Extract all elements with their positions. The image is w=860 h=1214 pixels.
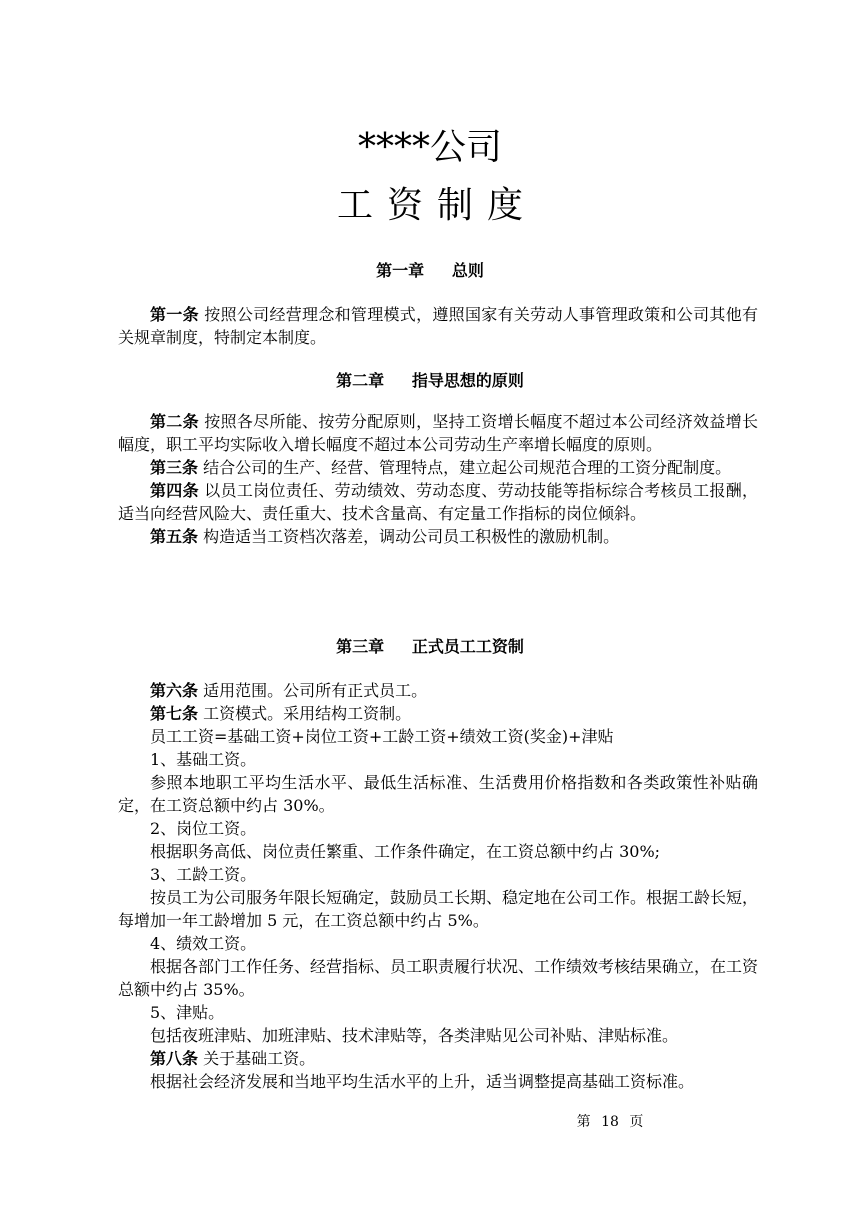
article-label: 第七条	[150, 704, 199, 723]
chapter-heading: 第二章 指导思想的原则	[336, 371, 524, 390]
item-text: 参照本地职工平均生活水平、最低生活标准、生活费用价格指数和各类政策性补贴确定，在工资总额中约占 30%。	[118, 773, 758, 815]
article-text: 以员工岗位责任、劳动绩效、劳动态度、劳动技能等指标综合考核员工报酬，适当向经营风险大、责任重大、技术含量高、有定量工作指标的岗位倾斜。	[118, 481, 758, 523]
chapter-2-body	[118, 410, 758, 548]
item-text: 根据职务高低、岗位责任繁重、工作条件确定，在工资总额中约占 30%;	[150, 842, 661, 861]
article-paragraph	[118, 679, 758, 702]
item-text: 根据各部门工作任务、经营指标、员工职责履行状况、工作绩效考核结果确立，在工资总额中约占 35%。	[118, 957, 759, 999]
article-label: 第一条	[150, 305, 199, 324]
article-paragraph	[118, 303, 758, 349]
document-title: 工资制度	[336, 185, 537, 226]
item-text: 按员工为公司服务年限长短确定，鼓励员工长期、稳定地在公司工作。根据工龄长短，每增加一年工龄增加 5 元，在工资总额中约占 5%。	[118, 888, 759, 930]
item-title: 5、津贴。	[150, 1003, 225, 1022]
article-paragraph	[118, 525, 758, 548]
article-label: 第五条	[150, 527, 199, 546]
article-label: 第四条	[150, 481, 199, 500]
article-paragraph	[118, 410, 758, 456]
article-paragraph	[118, 1047, 758, 1070]
article-paragraph	[118, 702, 758, 725]
article-text: 结合公司的生产、经营、管理特点，建立起公司规范合理的工资分配制度。	[198, 458, 732, 477]
page-number: 第 18 页	[576, 1114, 644, 1130]
article-label: 第二条	[150, 412, 199, 431]
chapter-heading: 第一章 总则	[376, 261, 484, 280]
chapter-1-body	[118, 303, 758, 349]
article-paragraph	[118, 456, 758, 479]
company-name: ****公司	[357, 127, 502, 168]
chapter-3-body	[118, 679, 758, 1093]
item-text: 包括夜班津贴、加班津贴、技术津贴等，各类津贴见公司补贴、津贴标准。	[150, 1026, 679, 1045]
article-text: 按照公司经营理念和管理模式，遵照国家有关劳动人事管理政策和公司其他有关规章制度，特制定本制度。	[118, 305, 758, 347]
item-title: 1、基础工资。	[150, 750, 257, 769]
item-title: 2、岗位工资。	[150, 819, 257, 838]
item-title: 3、工龄工资。	[150, 865, 257, 884]
chapter-heading: 第三章 正式员工工资制	[336, 637, 524, 656]
article-label: 第八条	[150, 1049, 199, 1068]
item-title: 4、绩效工资。	[150, 934, 257, 953]
article-text: 构造适当工资档次落差，调动公司员工积极性的激励机制。	[198, 527, 620, 546]
article-text: 关于基础工资。	[198, 1049, 316, 1068]
article-paragraph	[118, 479, 758, 525]
item-text: 根据社会经济发展和当地平均生活水平的上升，适当调整提高基础工资标准。	[150, 1072, 695, 1091]
article-text: 按照各尽所能、按劳分配原则，坚持工资增长幅度不超过本公司经济效益增长幅度，职工平均实际收入增长幅度不超过本公司劳动生产率增长幅度的原则。	[118, 412, 758, 454]
article-label: 第三条	[150, 458, 199, 477]
article-text: 适用范围。公司所有正式员工。	[198, 681, 428, 700]
article-label: 第六条	[150, 681, 199, 700]
salary-formula: 员工工资=基础工资+岗位工资+工龄工资+绩效工资(奖金)+津贴	[150, 727, 614, 746]
article-text: 工资模式。采用结构工资制。	[198, 704, 412, 723]
